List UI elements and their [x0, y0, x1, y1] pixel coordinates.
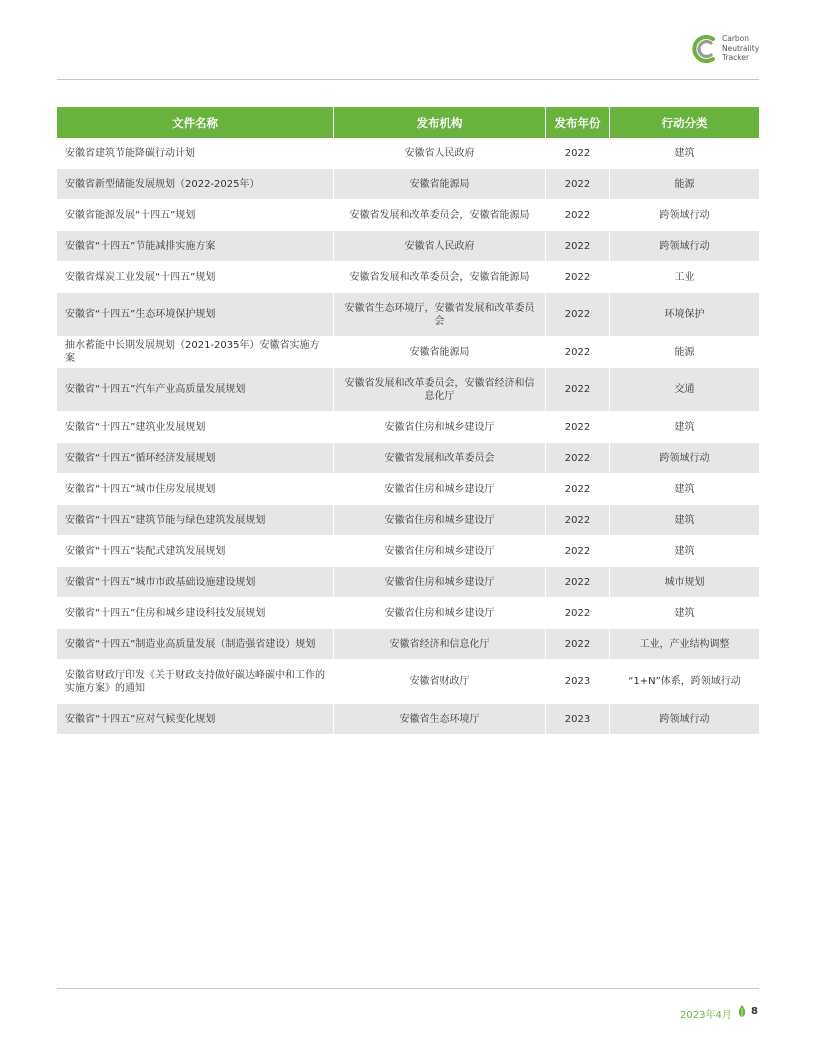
cell-document-name: 安徽省建筑节能降碳行动计划	[57, 138, 334, 169]
cell-document-name: 抽水蓄能中长期发展规划（2021-2035年）安徽省实施方案	[57, 337, 334, 368]
cell-year: 2022	[546, 443, 610, 474]
table-row	[57, 412, 759, 443]
cell-action-category: 建筑	[610, 412, 759, 443]
cell-action-category: 跨领域行动	[610, 231, 759, 262]
cell-issuing-agency: 安徽省经济和信息化厅	[334, 629, 546, 660]
cell-issuing-agency: 安徽省发展和改革委员会，安徽省经济和信息化厅	[334, 368, 546, 412]
cell-issuing-agency: 安徽省人民政府	[334, 231, 546, 262]
cell-issuing-agency: 安徽省住房和城乡建设厅	[334, 474, 546, 505]
cell-issuing-agency: 安徽省住房和城乡建设厅	[334, 536, 546, 567]
footer-divider	[57, 988, 759, 989]
cell-document-name: 安徽省新型储能发展规划（2022-2025年）	[57, 169, 334, 200]
header-issuing-agency: 发布机构	[334, 107, 546, 138]
table-row	[57, 231, 759, 262]
cell-year: 2022	[546, 169, 610, 200]
table-row	[57, 536, 759, 567]
cell-document-name: 安徽省“十四五”装配式建筑发展规划	[57, 536, 334, 567]
cell-document-name: 安徽省“十四五”应对气候变化规划	[57, 704, 334, 735]
logo-line-2: Neutrality	[722, 43, 760, 53]
cell-year: 2022	[546, 337, 610, 368]
cell-document-name: 安徽省“十四五”循环经济发展规划	[57, 443, 334, 474]
cell-issuing-agency: 安徽省能源局	[334, 169, 546, 200]
cell-action-category: 能源	[610, 337, 759, 368]
cell-action-category: 工业	[610, 262, 759, 293]
table-row	[57, 567, 759, 598]
cell-year: 2022	[546, 598, 610, 629]
leaf-icon	[738, 1005, 746, 1018]
logo-wordmark	[722, 34, 759, 63]
cell-issuing-agency: 安徽省住房和城乡建设厅	[334, 505, 546, 536]
table-row	[57, 629, 759, 660]
cell-year: 2022	[546, 474, 610, 505]
table-row	[57, 598, 759, 629]
cell-action-category: 跨领域行动	[610, 704, 759, 735]
cell-issuing-agency: 安徽省发展和改革委员会，安徽省能源局	[334, 262, 546, 293]
cell-document-name: 安徽省煤炭工业发展“十四五”规划	[57, 262, 334, 293]
cell-year: 2022	[546, 536, 610, 567]
logo-line-3: Tracker	[722, 53, 750, 62]
cell-document-name: 安徽省能源发展“十四五”规划	[57, 200, 334, 231]
table-row	[57, 262, 759, 293]
header-divider	[57, 79, 759, 80]
page-number: 8	[751, 1006, 758, 1017]
cell-document-name: 安徽省“十四五”建筑节能与绿色建筑发展规划	[57, 505, 334, 536]
header-document-name: 文件名称	[57, 107, 334, 138]
cell-document-name: 安徽省“十四五”生态环境保护规划	[57, 293, 334, 337]
cell-year: 2022	[546, 368, 610, 412]
cell-document-name: 安徽省“十四五”建筑业发展规划	[57, 412, 334, 443]
cell-action-category: 建筑	[610, 474, 759, 505]
cell-year: 2022	[546, 138, 610, 169]
cell-document-name: 安徽省“十四五”汽车产业高质量发展规划	[57, 368, 334, 412]
table-row	[57, 200, 759, 231]
cell-issuing-agency: 安徽省能源局	[334, 337, 546, 368]
cell-document-name: 安徽省“十四五”节能减排实施方案	[57, 231, 334, 262]
table-row	[57, 443, 759, 474]
cell-action-category: 跨领域行动	[610, 200, 759, 231]
cell-action-category: 建筑	[610, 138, 759, 169]
cell-issuing-agency: 安徽省住房和城乡建设厅	[334, 412, 546, 443]
cell-issuing-agency: 安徽省住房和城乡建设厅	[334, 567, 546, 598]
cell-issuing-agency: 安徽省人民政府	[334, 138, 546, 169]
table-row	[57, 337, 759, 368]
table-body	[57, 138, 759, 735]
header-action-category: 行动分类	[610, 107, 759, 138]
table-header-row	[57, 107, 759, 138]
cell-issuing-agency: 安徽省生态环境厅，安徽省发展和改革委员会	[334, 293, 546, 337]
cell-year: 2022	[546, 412, 610, 443]
footer-date: 2023年4月	[680, 1010, 732, 1021]
cell-document-name: 安徽省“十四五”城市市政基础设施建设规划	[57, 567, 334, 598]
cell-action-category: 建筑	[610, 598, 759, 629]
cell-document-name: 安徽省财政厅印发《关于财政支持做好碳达峰碳中和工作的实施方案》的通知	[57, 660, 334, 704]
header-year: 发布年份	[546, 107, 610, 138]
cell-issuing-agency: 安徽省发展和改革委员会	[334, 443, 546, 474]
cell-issuing-agency: 安徽省发展和改革委员会，安徽省能源局	[334, 200, 546, 231]
cell-document-name: 安徽省“十四五”制造业高质量发展（制造强省建设）规划	[57, 629, 334, 660]
cell-year: 2022	[546, 262, 610, 293]
cell-year: 2022	[546, 231, 610, 262]
table-row	[57, 138, 759, 169]
logo-line-1: Carbon	[722, 34, 750, 43]
cell-year: 2023	[546, 704, 610, 735]
cell-action-category: 城市规划	[610, 567, 759, 598]
cell-action-category: 交通	[610, 368, 759, 412]
cell-year: 2022	[546, 505, 610, 536]
cell-action-category: 跨领域行动	[610, 443, 759, 474]
cell-action-category: 建筑	[610, 505, 759, 536]
cell-action-category: “1+N”体系，跨领域行动	[610, 660, 759, 704]
cell-year: 2022	[546, 293, 610, 337]
brand-logo	[691, 34, 771, 64]
cell-year: 2023	[546, 660, 610, 704]
cell-action-category: 环境保护	[610, 293, 759, 337]
cell-issuing-agency: 安徽省生态环境厅	[334, 704, 546, 735]
cell-action-category: 能源	[610, 169, 759, 200]
table-row	[57, 505, 759, 536]
cell-year: 2022	[546, 629, 610, 660]
cell-year: 2022	[546, 567, 610, 598]
carbon-neutrality-tracker-logo-icon	[691, 34, 719, 64]
table-row	[57, 660, 759, 704]
table-row	[57, 368, 759, 412]
cell-document-name: 安徽省“十四五”城市住房发展规划	[57, 474, 334, 505]
cell-action-category: 工业，产业结构调整	[610, 629, 759, 660]
table-row	[57, 169, 759, 200]
cell-issuing-agency: 安徽省财政厅	[334, 660, 546, 704]
table-row	[57, 704, 759, 735]
table-row	[57, 293, 759, 337]
cell-year: 2022	[546, 200, 610, 231]
cell-action-category: 建筑	[610, 536, 759, 567]
cell-document-name: 安徽省“十四五”住房和城乡建设科技发展规划	[57, 598, 334, 629]
policy-documents-table	[57, 107, 759, 735]
cell-issuing-agency: 安徽省住房和城乡建设厅	[334, 598, 546, 629]
table-row	[57, 474, 759, 505]
